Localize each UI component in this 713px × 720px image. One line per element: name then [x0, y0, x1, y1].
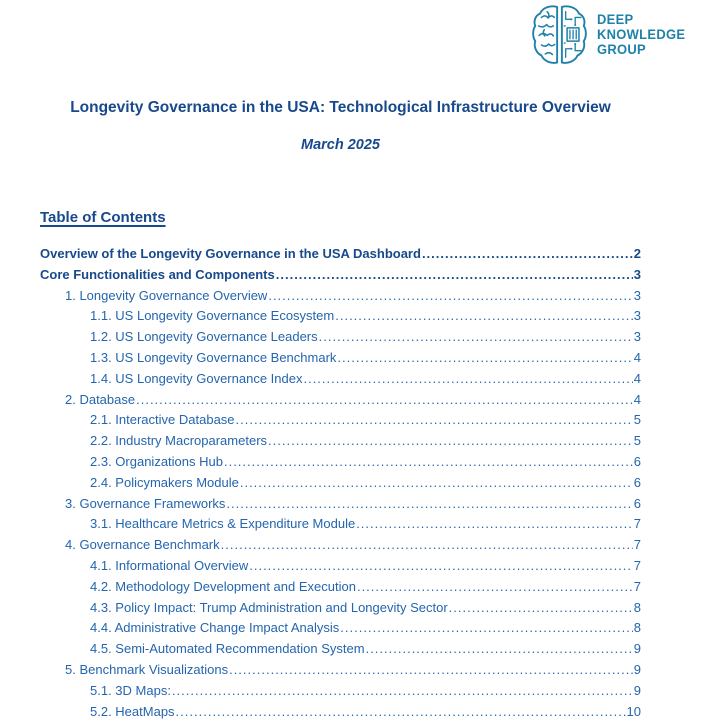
toc-dot-leader [224, 452, 633, 473]
toc-entry[interactable] [40, 473, 641, 494]
toc-page-number: 4 [633, 391, 641, 407]
toc-entry[interactable] [40, 660, 641, 681]
toc-entry[interactable] [40, 577, 641, 598]
toc-entry-label: 4.3. Policy Impact: Trump Administration and Longevity Sector [90, 599, 448, 615]
toc-dot-leader [422, 244, 633, 265]
toc-entry-label: 1. Longevity Governance Overview [65, 287, 268, 303]
toc-dot-leader [136, 390, 633, 411]
toc-entry-label: 3. Governance Frameworks [65, 495, 226, 511]
toc-page-number: 6 [633, 474, 641, 490]
toc-page-number: 9 [633, 641, 641, 657]
toc-dot-leader [236, 410, 633, 431]
toc-page-number: 3 [633, 329, 641, 345]
toc-entry[interactable] [40, 618, 641, 639]
toc-page-number: 7 [633, 578, 641, 594]
toc-entry-label: 4.1. Informational Overview [90, 557, 249, 573]
toc-entry[interactable] [40, 494, 641, 515]
toc-entry-label: 2.2. Industry Macroparameters [90, 433, 268, 449]
toc-entry[interactable] [40, 452, 641, 473]
toc-entry-label: 5. Benchmark Visualizations [65, 661, 229, 677]
toc-entry-label: 1.2. US Longevity Governance Leaders [90, 329, 318, 345]
toc-page-number: 3 [633, 266, 641, 282]
toc-entry[interactable] [40, 639, 641, 660]
toc-dot-leader [319, 327, 633, 348]
logo-line-3: GROUP [597, 42, 647, 57]
toc-dot-leader [172, 681, 633, 702]
toc-entry-label: 4.2. Methodology Development and Execution [90, 578, 356, 594]
toc-dot-leader [356, 514, 633, 535]
toc-entry-label: 3.1. Healthcare Metrics & Expenditure Module [90, 516, 356, 532]
toc-entry-label: 2. Database [65, 391, 136, 407]
toc-page-number: 9 [633, 682, 641, 698]
toc-page-number: 8 [633, 599, 641, 615]
toc-entry-label: 2.1. Interactive Database [90, 412, 235, 428]
toc-dot-leader [366, 639, 633, 660]
toc-entry[interactable] [40, 327, 641, 348]
toc-page-number: 3 [633, 287, 641, 303]
toc-dot-leader [240, 473, 633, 494]
toc-entry[interactable] [40, 265, 641, 286]
toc-page-number: 7 [633, 557, 641, 573]
document-title: Longevity Governance in the USA: Technological Infrastructure Overview [70, 99, 611, 116]
toc-dot-leader [221, 535, 633, 556]
toc-page-number: 7 [633, 537, 641, 553]
logo-line-2: KNOWLEDGE [597, 27, 686, 42]
toc-page-number: 4 [633, 349, 641, 365]
toc-entry[interactable] [40, 369, 641, 390]
toc-entry[interactable] [40, 514, 641, 535]
toc-entry[interactable] [40, 598, 641, 619]
toc-dot-leader [276, 265, 633, 286]
logo-line-1: DEEP [597, 12, 634, 27]
toc-entry[interactable] [40, 244, 641, 265]
toc-page-number: 2 [633, 246, 641, 261]
toc-entry[interactable] [40, 556, 641, 577]
toc-dot-leader [337, 348, 632, 369]
toc-entry[interactable] [40, 681, 641, 702]
toc-page-number: 6 [633, 453, 641, 469]
toc-entry-label: 4. Governance Benchmark [65, 537, 220, 553]
toc-dot-leader [268, 286, 632, 307]
toc-dot-leader [249, 556, 633, 577]
toc-entry-label: Overview of the Longevity Governance in the USA Dashboard [40, 246, 421, 261]
document-content [40, 0, 641, 720]
toc-page-number: 6 [633, 495, 641, 511]
toc-dot-leader [340, 618, 632, 639]
toc-heading: Table of Contents [40, 209, 166, 226]
toc-page-number: 3 [633, 308, 641, 324]
toc-entry[interactable] [40, 535, 641, 556]
toc-list [40, 244, 641, 720]
toc-dot-leader [357, 577, 633, 598]
toc-entry[interactable] [40, 286, 641, 307]
toc-entry-label: 1.1. US Longevity Governance Ecosystem [90, 308, 335, 324]
toc-dot-leader [303, 369, 632, 390]
toc-page-number: 10 [626, 703, 641, 719]
toc-entry-label: Core Functionalities and Components [40, 266, 275, 282]
toc-entry-label: 1.4. US Longevity Governance Index [90, 370, 303, 386]
toc-entry-label: 2.3. Organizations Hub [90, 453, 223, 469]
toc-dot-leader [449, 598, 633, 619]
toc-entry[interactable] [40, 702, 641, 720]
toc-entry[interactable] [40, 431, 641, 452]
toc-page-number: 9 [633, 661, 641, 677]
toc-entry[interactable] [40, 306, 641, 327]
toc-entry-label: 5.2. HeatMaps [90, 703, 175, 719]
toc-page-number: 5 [633, 433, 641, 449]
toc-dot-leader [176, 702, 626, 720]
toc-entry[interactable] [40, 348, 641, 369]
toc-page-number: 5 [633, 412, 641, 428]
toc-entry[interactable] [40, 390, 641, 411]
toc-dot-leader [335, 306, 633, 327]
toc-entry-label: 4.4. Administrative Change Impact Analysis [90, 620, 340, 636]
toc-dot-leader [226, 494, 632, 515]
toc-dot-leader [229, 660, 633, 681]
toc-entry[interactable] [40, 410, 641, 431]
toc-page-number: 4 [633, 370, 641, 386]
toc-dot-leader [268, 431, 633, 452]
toc-entry-label: 2.4. Policymakers Module [90, 474, 239, 490]
toc-entry-label: 4.5. Semi-Automated Recommendation System [90, 641, 365, 657]
document-date: March 2025 [301, 137, 380, 153]
toc-page-number: 8 [633, 620, 641, 636]
toc-entry-label: 5.1. 3D Maps: [90, 682, 171, 698]
toc-page-number: 7 [633, 516, 641, 532]
toc-entry-label: 1.3. US Longevity Governance Benchmark [90, 349, 337, 365]
